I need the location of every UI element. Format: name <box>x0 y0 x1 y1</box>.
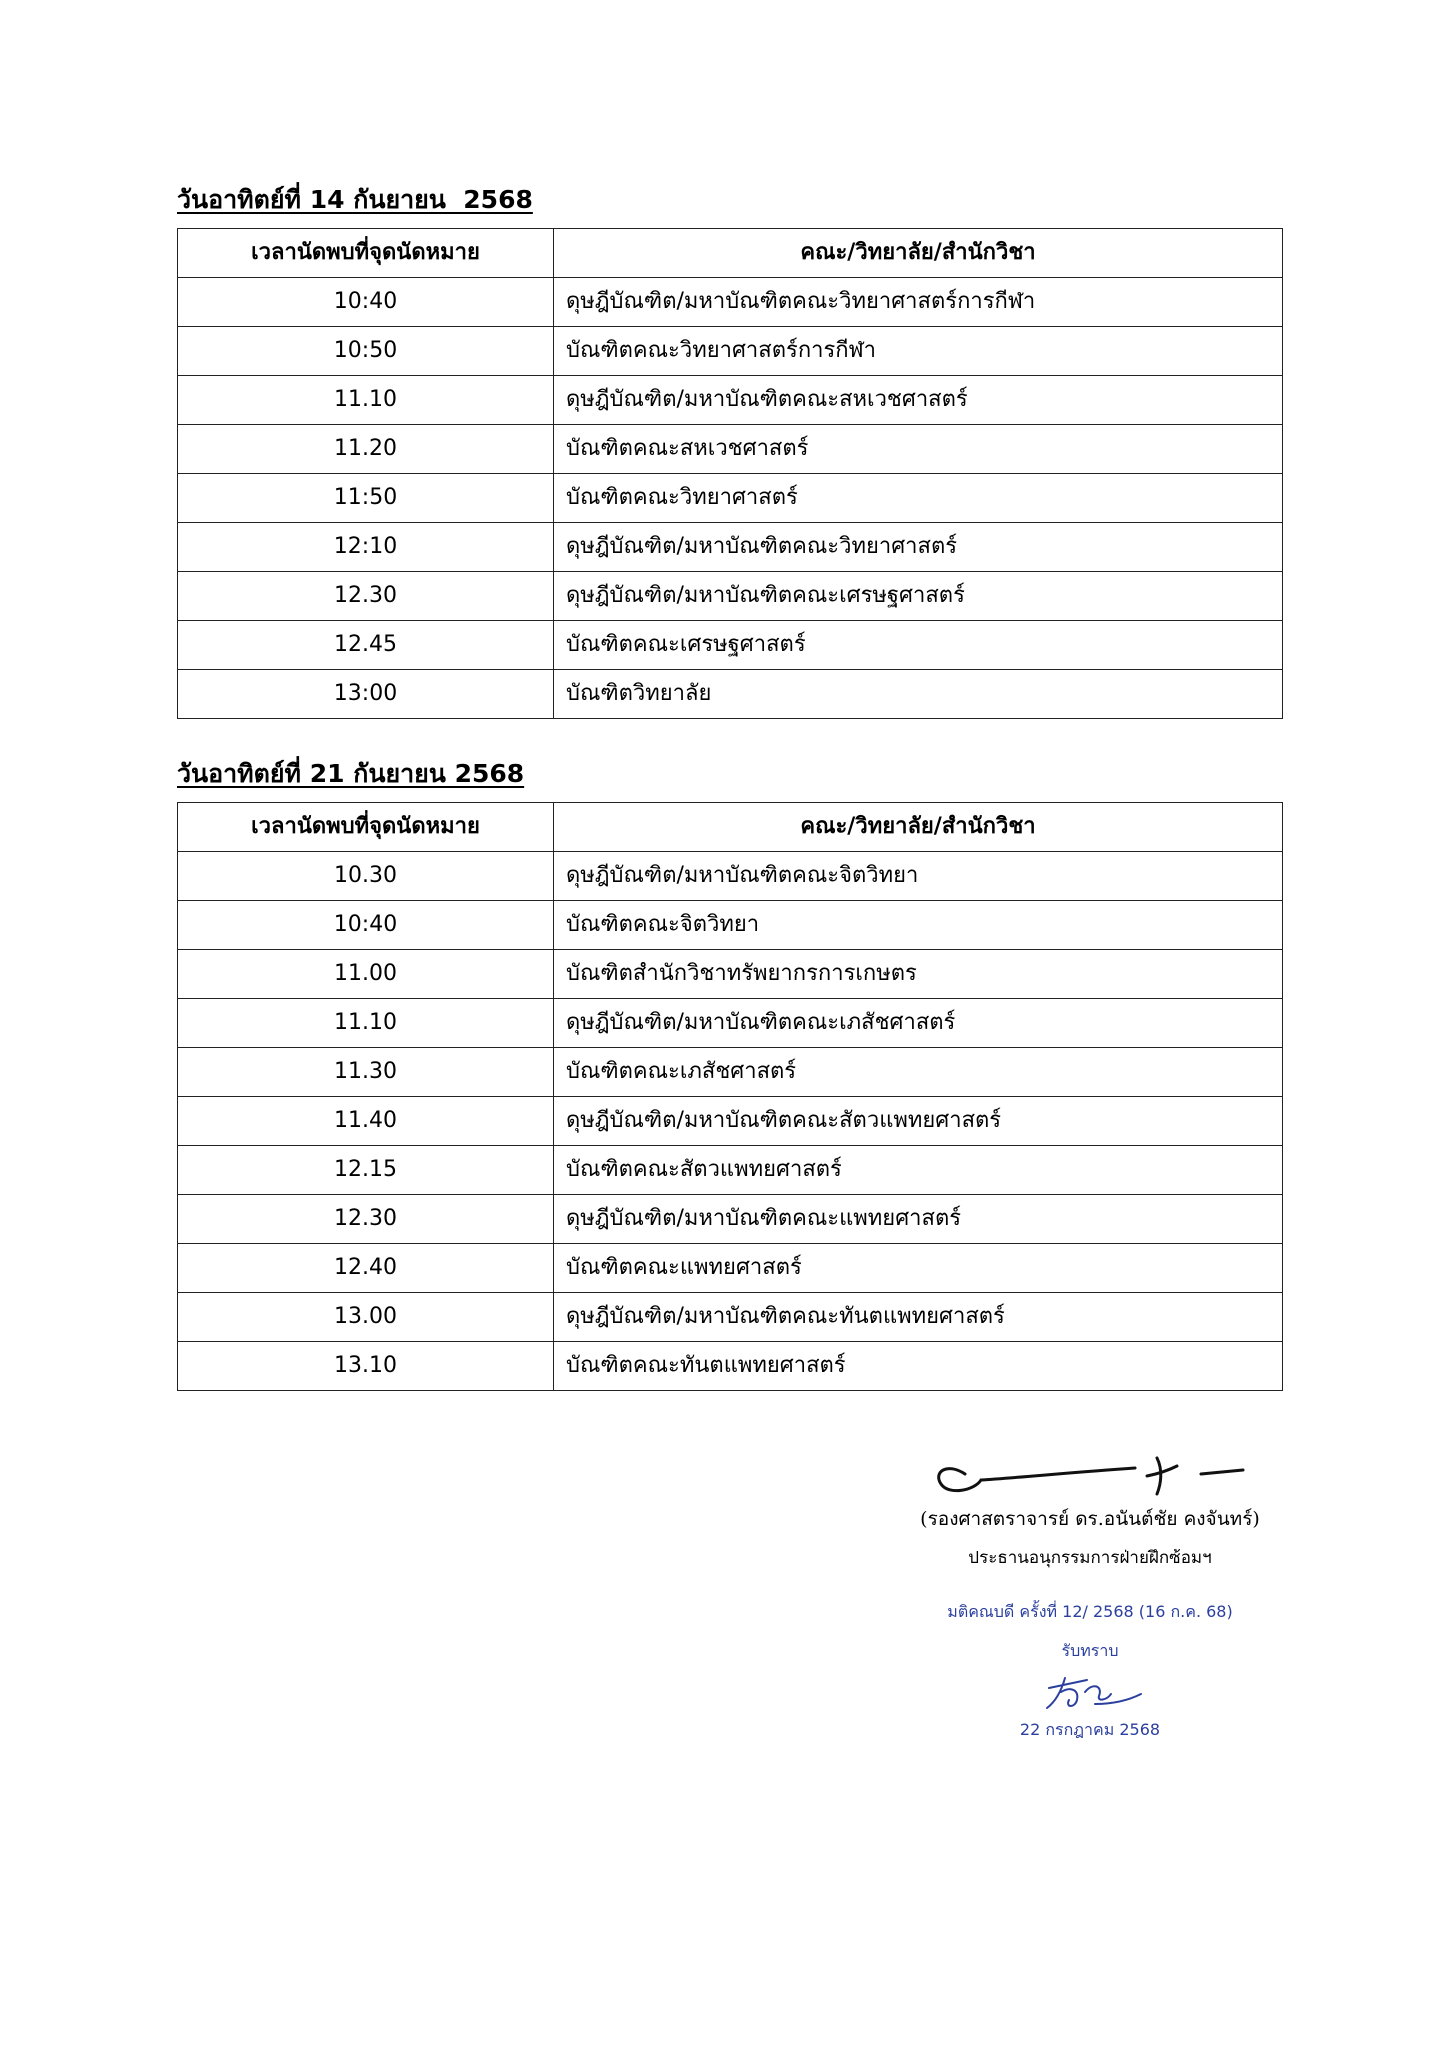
table-header-row <box>178 803 1283 852</box>
faculty-cell: บัณฑิตวิทยาลัย <box>554 670 1283 719</box>
table-row <box>178 425 1283 474</box>
faculty-cell: บัณฑิตสำนักวิชาทรัพยากรการเกษตร <box>554 950 1283 999</box>
faculty-cell: บัณฑิตคณะจิตวิทยา <box>554 901 1283 950</box>
faculty-cell: บัณฑิตคณะวิทยาศาสตร์ <box>554 474 1283 523</box>
time-cell: 10:40 <box>178 278 554 327</box>
time-cell: 13.00 <box>178 1293 554 1342</box>
approval-date: 22 กรกฎาคม 2568 <box>1019 1720 1161 1739</box>
schedule-table-sep-14 <box>177 228 1283 719</box>
faculty-cell: ดุษฎีบัณฑิต/มหาบัณฑิตคณะวิทยาศาสตร์การกีฬา <box>554 278 1283 327</box>
time-cell: 12.45 <box>178 621 554 670</box>
table-row <box>178 852 1283 901</box>
column-header-faculty: คณะ/วิทยาลัย/สำนักวิชา <box>554 803 1283 852</box>
time-cell: 12.30 <box>178 572 554 621</box>
faculty-cell: ดุษฎีบัณฑิต/มหาบัณฑิตคณะวิทยาศาสตร์ <box>554 523 1283 572</box>
column-header-faculty: คณะ/วิทยาลัย/สำนักวิชา <box>554 229 1283 278</box>
table-row <box>178 278 1283 327</box>
section-heading-sep-21: วันอาทิตย์ที่ 21 กันยายน 2568 <box>177 759 525 788</box>
time-cell: 11.10 <box>178 999 554 1048</box>
time-cell: 12.30 <box>178 1195 554 1244</box>
handwritten-signature <box>925 1450 1255 1502</box>
faculty-cell: ดุษฎีบัณฑิต/มหาบัณฑิตคณะทันตแพทยศาสตร์ <box>554 1293 1283 1342</box>
table-row <box>178 1195 1283 1244</box>
faculty-cell: บัณฑิตคณะวิทยาศาสตร์การกีฬา <box>554 327 1283 376</box>
faculty-cell: บัณฑิตคณะเศรษฐศาสตร์ <box>554 621 1283 670</box>
signer-title: ประธานอนุกรรมการฝ่ายฝึกซ้อมฯ <box>968 1548 1212 1568</box>
faculty-cell: บัณฑิตคณะแพทยศาสตร์ <box>554 1244 1283 1293</box>
faculty-cell: บัณฑิตคณะทันตแพทยศาสตร์ <box>554 1342 1283 1391</box>
table-row <box>178 327 1283 376</box>
table-row <box>178 1146 1283 1195</box>
time-cell: 13:00 <box>178 670 554 719</box>
faculty-cell: ดุษฎีบัณฑิต/มหาบัณฑิตคณะแพทยศาสตร์ <box>554 1195 1283 1244</box>
signer-name: (รองศาสตราจารย์ ดร.อนันต์ชัย คงจันทร์) <box>920 1508 1260 1530</box>
table-row <box>178 999 1283 1048</box>
time-cell: 11.20 <box>178 425 554 474</box>
schedule-table-sep-21 <box>177 802 1283 1391</box>
time-cell: 12.40 <box>178 1244 554 1293</box>
signature-block <box>900 1450 1280 1571</box>
time-cell: 12.15 <box>178 1146 554 1195</box>
faculty-cell: ดุษฎีบัณฑิต/มหาบัณฑิตคณะเศรษฐศาสตร์ <box>554 572 1283 621</box>
time-cell: 11.00 <box>178 950 554 999</box>
table-row <box>178 950 1283 999</box>
table-row <box>178 1244 1283 1293</box>
approval-signature <box>1025 1670 1155 1714</box>
faculty-cell: บัณฑิตคณะสัตวแพทยศาสตร์ <box>554 1146 1283 1195</box>
time-cell: 10:50 <box>178 327 554 376</box>
time-cell: 11.10 <box>178 376 554 425</box>
column-header-time: เวลานัดพบที่จุดนัดหมาย <box>178 803 554 852</box>
faculty-cell: ดุษฎีบัณฑิต/มหาบัณฑิตคณะเภสัชศาสตร์ <box>554 999 1283 1048</box>
table-row <box>178 523 1283 572</box>
table-row <box>178 621 1283 670</box>
table-row <box>178 1293 1283 1342</box>
table-row <box>178 572 1283 621</box>
time-cell: 10:40 <box>178 901 554 950</box>
time-cell: 11.40 <box>178 1097 554 1146</box>
faculty-cell: ดุษฎีบัณฑิต/มหาบัณฑิตคณะสหเวชศาสตร์ <box>554 376 1283 425</box>
table-row <box>178 474 1283 523</box>
table-row <box>178 1048 1283 1097</box>
faculty-cell: ดุษฎีบัณฑิต/มหาบัณฑิตคณะจิตวิทยา <box>554 852 1283 901</box>
approval-acknowledged: รับทราบ <box>1061 1641 1119 1660</box>
approval-resolution: มติคณบดี ครั้งที่ 12/ 2568 (16 ก.ค. 68) <box>947 1602 1233 1621</box>
table-row <box>178 670 1283 719</box>
time-cell: 11:50 <box>178 474 554 523</box>
section-heading-sep-14: วันอาทิตย์ที่ 14 กันยายน 2568 <box>177 185 533 214</box>
dean-approval-note <box>900 1600 1280 1743</box>
time-cell: 11.30 <box>178 1048 554 1097</box>
table-row <box>178 1342 1283 1391</box>
table-row <box>178 1097 1283 1146</box>
table-header-row <box>178 229 1283 278</box>
table-row <box>178 901 1283 950</box>
faculty-cell: บัณฑิตคณะสหเวชศาสตร์ <box>554 425 1283 474</box>
time-cell: 12:10 <box>178 523 554 572</box>
time-cell: 10.30 <box>178 852 554 901</box>
faculty-cell: บัณฑิตคณะเภสัชศาสตร์ <box>554 1048 1283 1097</box>
table-row <box>178 376 1283 425</box>
time-cell: 13.10 <box>178 1342 554 1391</box>
faculty-cell: ดุษฎีบัณฑิต/มหาบัณฑิตคณะสัตวแพทยศาสตร์ <box>554 1097 1283 1146</box>
column-header-time: เวลานัดพบที่จุดนัดหมาย <box>178 229 554 278</box>
